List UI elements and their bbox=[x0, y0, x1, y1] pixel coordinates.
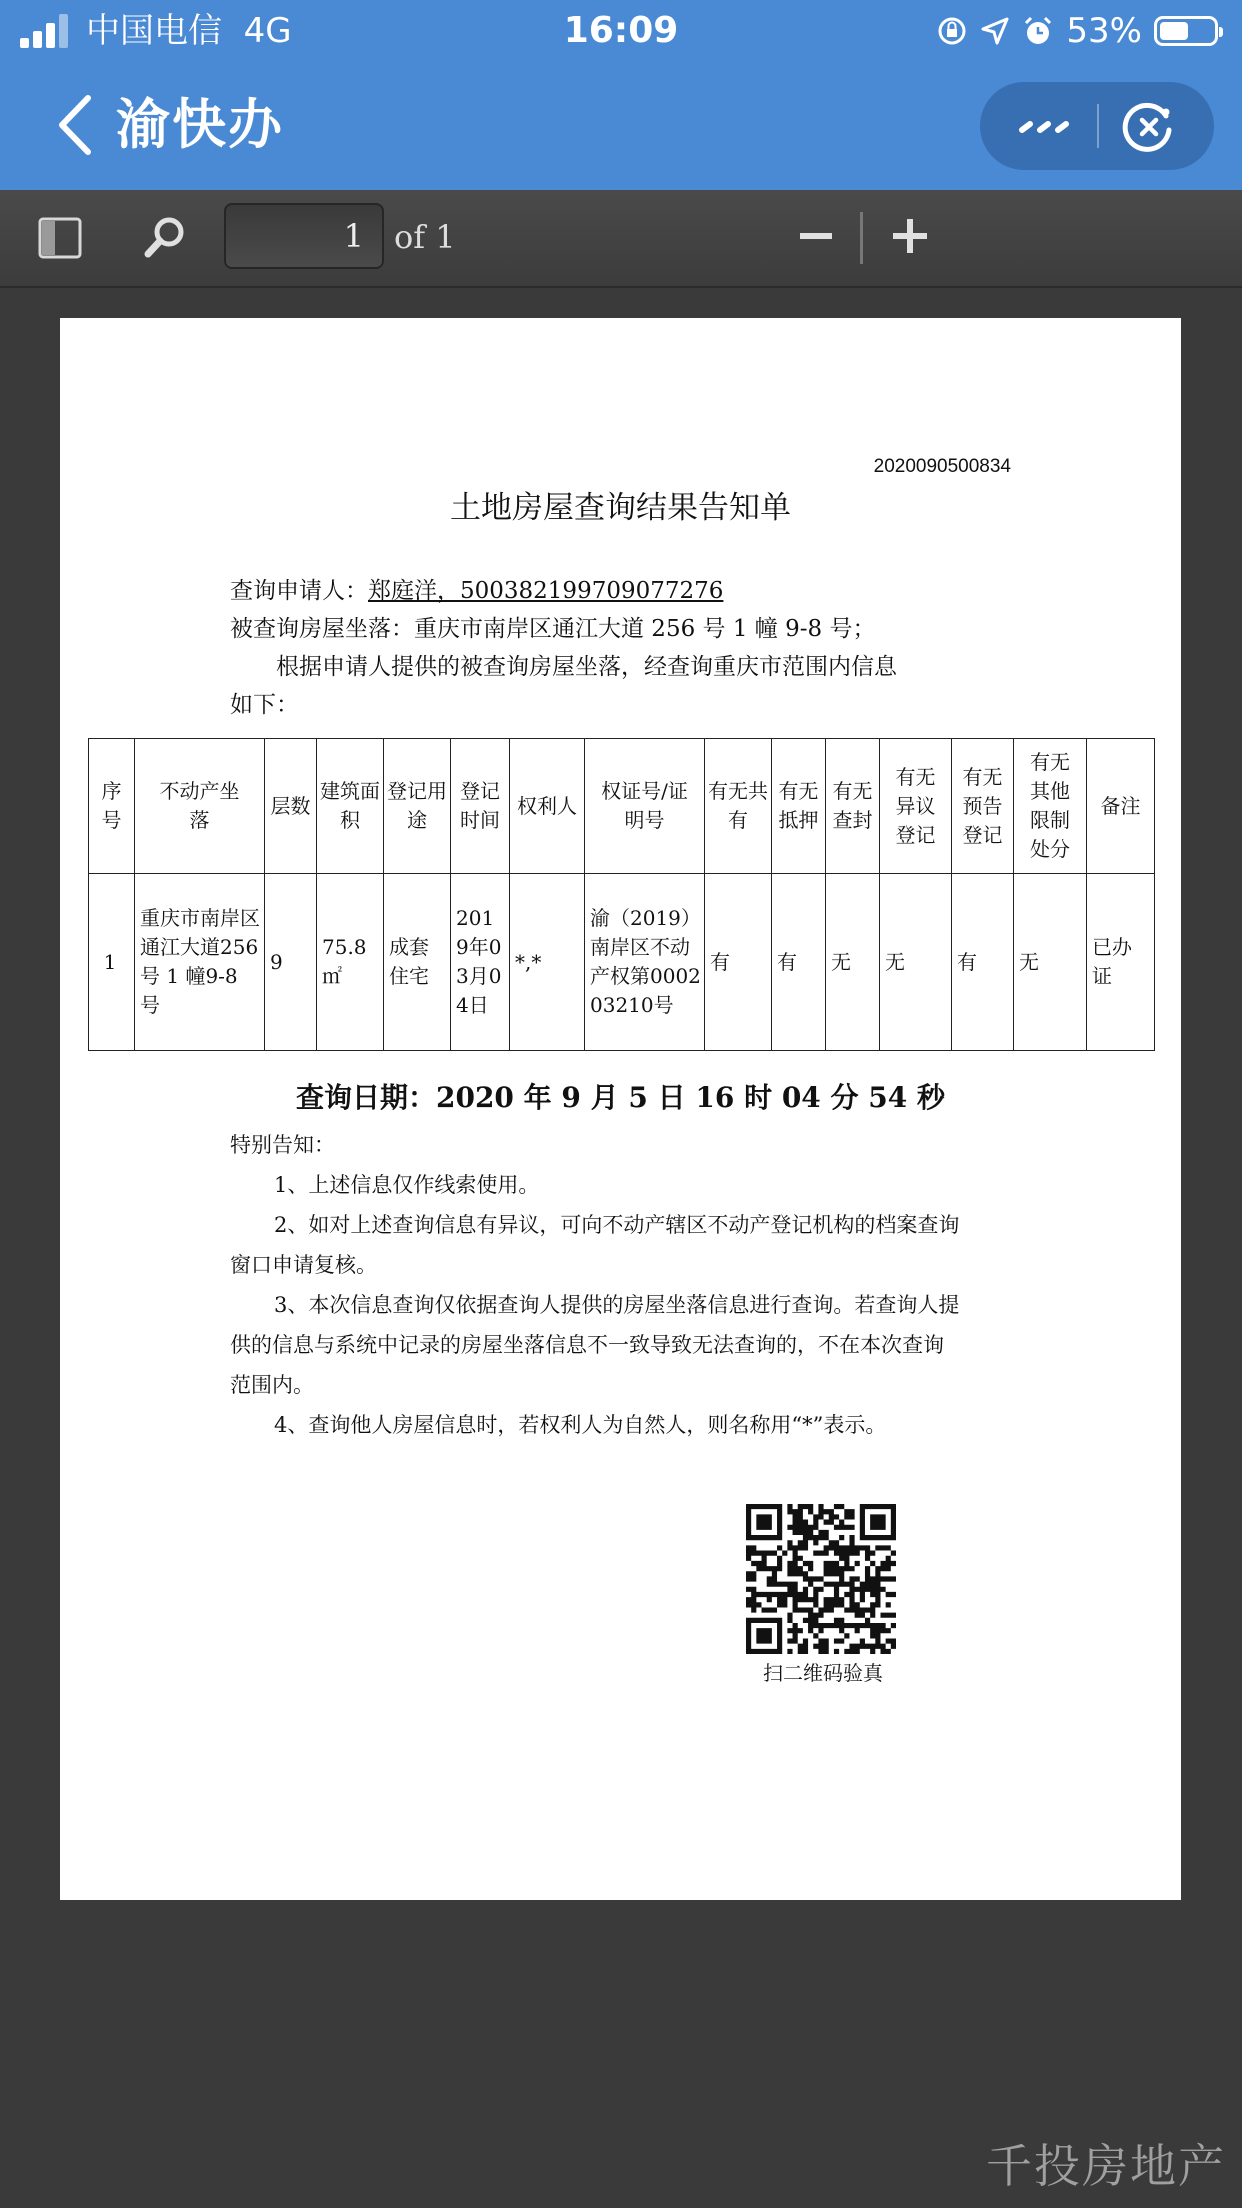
header-text: 备注 bbox=[1100, 793, 1141, 818]
cell-text: 有 bbox=[710, 949, 730, 974]
applicant-value: 郑庭洋，500382199709077276 bbox=[368, 578, 724, 604]
cell-text: 无 bbox=[831, 949, 851, 974]
header-text: 权证号/证明号 bbox=[601, 779, 688, 833]
applicant-label: 查询申请人： bbox=[230, 578, 368, 604]
query-date: 查询日期：2020 年 9 月 5 日 16 时 04 分 54 秒 bbox=[295, 1081, 946, 1114]
table-header-cell bbox=[880, 739, 952, 874]
header-text: 登记时间 bbox=[460, 779, 500, 833]
notice-title: 特别告知： bbox=[230, 1133, 335, 1157]
cell-text: 成套住宅 bbox=[389, 935, 429, 989]
cell-text: 1 bbox=[103, 949, 117, 974]
watermark: 千投房地产 bbox=[986, 2139, 1226, 2193]
nav-title: 渝快办 bbox=[116, 93, 284, 156]
table-cell bbox=[772, 874, 826, 1051]
table-row bbox=[89, 874, 1155, 1051]
more-dots-icon[interactable] bbox=[1016, 108, 1078, 144]
table-cell bbox=[89, 874, 135, 1051]
table-cell bbox=[705, 874, 772, 1051]
table-header-cell bbox=[135, 739, 265, 874]
table-header-cell bbox=[265, 739, 317, 874]
header-text: 层数 bbox=[270, 793, 311, 818]
page-count-label: of 1 bbox=[394, 218, 456, 256]
result-table bbox=[88, 738, 1155, 1051]
header-text: 序号 bbox=[101, 779, 122, 833]
header-text: 有无抵押 bbox=[778, 779, 819, 833]
notice-item-2-cont: 窗口申请复核。 bbox=[230, 1253, 377, 1277]
table-header-cell bbox=[826, 739, 880, 874]
carrier-name: 中国电信 bbox=[86, 11, 222, 51]
app-header bbox=[0, 0, 1242, 190]
table-cell bbox=[585, 874, 705, 1051]
header-text: 不动产坐落 bbox=[159, 779, 240, 833]
table-header-cell bbox=[952, 739, 1014, 874]
chevron-left-icon[interactable] bbox=[50, 90, 110, 160]
status-right-group bbox=[936, 8, 1218, 54]
cell-text: 已办证 bbox=[1092, 935, 1132, 989]
rotation-lock-icon bbox=[936, 15, 968, 47]
table-header-cell bbox=[317, 739, 384, 874]
table-header-cell bbox=[89, 739, 135, 874]
table-cell bbox=[1014, 874, 1087, 1051]
miniapp-close-icon[interactable] bbox=[1122, 100, 1176, 154]
table-header-row bbox=[89, 739, 1155, 874]
capsule-divider bbox=[1097, 104, 1099, 148]
header-text: 建筑面积 bbox=[320, 779, 380, 833]
table-header-cell bbox=[585, 739, 705, 874]
status-time: 16:09 bbox=[563, 10, 679, 51]
cell-text: 无 bbox=[1019, 949, 1039, 974]
cell-text: 有 bbox=[777, 949, 797, 974]
table-cell bbox=[880, 874, 952, 1051]
header-text: 有无共有 bbox=[708, 779, 768, 833]
qr-caption: 扫二维码验真 bbox=[763, 1661, 883, 1685]
qr-code-icon[interactable] bbox=[746, 1504, 896, 1654]
notice-item-4: 4、查询他人房屋信息时，若权利人为自然人，则名称用“*”表示。 bbox=[274, 1413, 887, 1437]
table-cell bbox=[1087, 874, 1155, 1051]
zoom-out-icon[interactable] bbox=[796, 214, 836, 258]
intro-line-2: 如下： bbox=[230, 692, 299, 718]
header-text: 有无查封 bbox=[832, 779, 873, 833]
cell-text: 有 bbox=[957, 949, 977, 974]
table-cell bbox=[317, 874, 384, 1051]
sidebar-toggle-icon[interactable] bbox=[38, 216, 82, 260]
table-header-cell bbox=[1087, 739, 1155, 874]
intro-line-1: 根据申请人提供的被查询房屋坐落，经查询重庆市范围内信息 bbox=[276, 654, 897, 680]
alarm-icon bbox=[1022, 15, 1054, 47]
table-cell bbox=[510, 874, 585, 1051]
table-header-cell bbox=[772, 739, 826, 874]
applicant-line bbox=[230, 572, 723, 610]
table-cell bbox=[265, 874, 317, 1051]
table-header-cell bbox=[451, 739, 510, 874]
network-type: 4G bbox=[243, 11, 292, 51]
status-bar bbox=[0, 0, 1242, 62]
notice-item-2: 2、如对上述查询信息有异议，可向不动产辖区不动产登记机构的档案查询 bbox=[274, 1213, 960, 1237]
location-arrow-icon bbox=[980, 16, 1010, 46]
notice-item-3-cont: 供的信息与系统中记录的房屋坐落信息不一致导致无法查询的，不在本次查询 bbox=[230, 1333, 944, 1357]
battery-percent: 53% bbox=[1066, 11, 1142, 51]
notice-item-3: 3、本次信息查询仅依据查询人提供的房屋坐落信息进行查询。若查询人提 bbox=[274, 1293, 960, 1317]
header-text: 有无其他限制处分 bbox=[1030, 750, 1070, 862]
miniapp-capsule bbox=[980, 82, 1214, 170]
table-cell bbox=[135, 874, 265, 1051]
header-text: 权利人 bbox=[517, 793, 577, 818]
zoom-in-icon[interactable] bbox=[888, 214, 932, 258]
location-line: 被查询房屋坐落：重庆市南岸区通江大道 256 号 1 幢 9-8 号； bbox=[230, 616, 876, 642]
table-cell bbox=[826, 874, 880, 1051]
pdf-page bbox=[60, 318, 1181, 1900]
cell-text: 75.8㎡ bbox=[322, 935, 367, 989]
document-number: 2020090500834 bbox=[873, 456, 1011, 477]
table-header-cell bbox=[510, 739, 585, 874]
notice-item-3-end: 范围内。 bbox=[230, 1373, 314, 1397]
table-cell bbox=[451, 874, 510, 1051]
zoom-separator bbox=[860, 212, 863, 264]
table-header-cell bbox=[705, 739, 772, 874]
table-header-cell bbox=[384, 739, 451, 874]
cell-text: 2019年03月04日 bbox=[456, 906, 502, 1018]
search-icon[interactable] bbox=[142, 214, 188, 260]
header-text: 登记用途 bbox=[387, 779, 447, 833]
cell-text: 渝（2019）南岸区不动产权第000203210号 bbox=[590, 906, 701, 1018]
table-header-cell bbox=[1014, 739, 1087, 874]
table-cell bbox=[384, 874, 451, 1051]
header-text: 有无预告登记 bbox=[962, 764, 1003, 847]
page-number-input[interactable]: 1 bbox=[224, 203, 384, 269]
cell-text: 无 bbox=[885, 949, 905, 974]
cell-text: *,* bbox=[515, 949, 542, 974]
cell-text: 重庆市南岸区通江大道256 号 1 幢9-8 号 bbox=[140, 906, 260, 1018]
battery-icon bbox=[1154, 16, 1218, 46]
notice-item-1: 1、上述信息仅作线索使用。 bbox=[274, 1173, 540, 1197]
header-text: 有无异议登记 bbox=[895, 764, 936, 847]
cell-text: 9 bbox=[270, 949, 283, 974]
pdf-toolbar bbox=[0, 190, 1242, 288]
document-title: 土地房屋查询结果告知单 bbox=[450, 490, 791, 526]
navigation-bar bbox=[0, 62, 1242, 190]
table-cell bbox=[952, 874, 1014, 1051]
